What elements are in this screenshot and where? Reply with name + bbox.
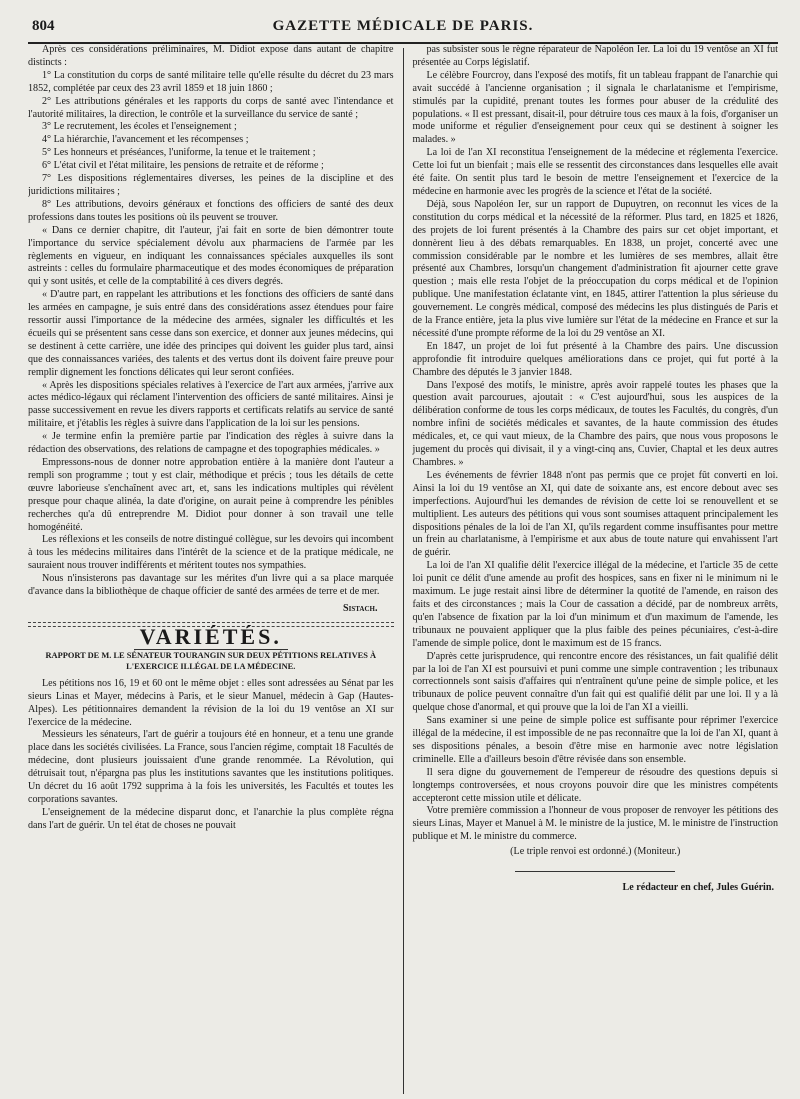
paragraph: 6° L'état civil et l'état militaire, les pensions de retraite et de réforme ; <box>42 160 324 172</box>
section-title <box>28 623 394 649</box>
journal-title: GAZETTE MÉDICALE DE PARIS. <box>272 18 534 34</box>
paragraph: Déjà, sous Napoléon Ier, sur un rapport de Dupuytren, on reconnut les vices de la constitution du corps médical et la nécessité de la réformer. Plus tard, en 1825 et 1826, des projets de loi furent présentés à la Chambre des pairs sur cet objet important, et donnèrent lieu à des débats remarquables. En 1838, un projet, concerté avec une commission considérable par le nombre et les lumières de ses membres, allait être présenté aux Chambres, lorsqu'un changement d'administration fit ajourner cette grave question ; mais elle resta l'objet de la préoccupation du corps médical et de l'opinion publique. Une manifestation éclatante vint, en 1845, attirer l'attention la plus sérieuse du gouvernement. Le congrès médical, composé des médecins les plus distingués de Paris et de la France entière, jeta la plus vive lumière sur l'état de la médecine en France et sur la nécessité d'une prompte réforme de la loi du 29 ventôse an XI. <box>412 198 778 339</box>
right-paragraphs <box>413 44 779 844</box>
paragraph: 2° Les attributions générales et les rapports du corps de santé avec l'intendance et l'autorité militaires, la direction, le contrôle et la surveillance du service de santé ; <box>28 95 394 120</box>
right-column <box>404 44 779 1094</box>
paragraph: Sans examiner si une peine de simple police est suffisante pour réprimer l'exercice illégal de la médecine, il est impossible de ne pas reconnaître que la loi de l'an XI, quant à ses dispositions pénales, a besoin d'être mise en harmonie avec notre législation criminelle. Elle a d'ailleurs besoin d'être révisée dans son ensemble. <box>412 715 778 765</box>
paragraph: 8° Les attributions, devoirs généraux et fonctions des officiers de santé des deux professions dans toutes les positions où ils peuvent se trouver. <box>28 198 394 223</box>
paragraph: 3° Le recrutement, les écoles et l'enseignement ; <box>42 121 237 133</box>
paragraph: Les événements de février 1848 n'ont pas permis que ce projet fût converti en loi. Ainsi la loi du 19 ventôse an XI, qui date de soixante ans, est encore debout avec ses imperfections. Aujourd'hui les demandes de révision de cette loi se renouvellent et se multiplient. Les auteurs des pétitions qui vous sont soumises attaquent principalement les dispositions pénales de la loi de l'an XI, qu'ils regardent comme insuffisantes pour mettre un frein au charlatanisme, à l'empirisme et aux abus de toute nature qui envahissent l'art de guérir. <box>412 469 778 559</box>
paragraph: Après ces considérations préliminaires, M. Didiot expose dans autant de chapitre distincts : <box>28 44 394 68</box>
paragraph: « Dans ce dernier chapitre, dit l'auteur, j'ai fait en sorte de bien démontrer toute l'importance du service spécialement dévolu aux pharmaciens de l'armée par les règlements en vigueur, en indiquant les connaissances spéciales auxquelles ils sont astreints : celles du formulaire pharmaceutique et des modes économiques de préparation qui y sont usités, et celle de la comptabilité à ces divers degrés. <box>28 224 394 288</box>
paragraph: 4° La hiérarchie, l'avancement et les récompenses ; <box>42 134 249 146</box>
paragraph: Messieurs les sénateurs, l'art de guérir a toujours été en honneur, et a tenu une grande place dans les sociétés civilisées. La France, sous l'ancien régime, comptait 18 Facultés de médecine, dont plusieurs jouissaient d'une grande renommée. La Révolution, qui détruisait tout, n'épargna pas plus les institutions savantes que les institutions politiques. Un décret du 16 août 1792 supprima à la fois les universités, les Facultés et toutes les corporations savantes. <box>28 729 394 805</box>
closing-rule <box>515 871 675 872</box>
page-number: 804 <box>32 18 55 34</box>
paragraph: pas subsister sous le règne réparateur de Napoléon Ier. La loi du 19 ventôse an XI fut présentée au Corps législatif. <box>412 44 778 68</box>
left-column <box>28 44 403 1094</box>
signature: Sistach. <box>343 602 378 614</box>
paragraph: Les réflexions et les conseils de notre distingué collègue, sur les devoirs qui incombent à tous les médecins militaires dans l'intérêt de la science et de la pratique médicale, ne sauraient nous trouver indifférents et méritent toutes nos sympathies. <box>28 534 394 572</box>
paragraph: « Je termine enfin la première partie par l'indication des règles à suivre dans la rédaction des observations, des relations de campagne et des topographies médicales. » <box>28 431 394 456</box>
paragraph: Empressons-nous de donner notre approbation entière à la manière dont l'auteur a rempli son programme ; tout y est clair, méthodique et précis ; tous les détails de cette œuvre laborieuse s'enchaînent avec art, et, sans les indications multiples qui révèlent presque pour chaque alinéa, la date d'origine, on aurait peine à comprendre les pénibles recherches qu'a dû entreprendre M. Didiot pour donner à son travail une telle homogénéité. <box>28 457 394 533</box>
paragraph: « D'autre part, en rappelant les attributions et les fonctions des officiers de santé dans les armées en campagne, je suis entré dans des considérations assez étendues pour faire ressortir aussi l'importance de la médecine des armées, signaler les difficultés et les écueils qui se présentent sans cesse dans son exercice, et donner aux jeunes médecins, qui se destinent à cette carrière, une idée des principes qui doivent les guider plus tard, ainsi que des connaissances variées, des talents et des vertus dont ils doivent faire preuve pour remplir dignement les fonctions délicates qui leur seront confiées. <box>28 289 394 378</box>
paragraph: La loi de l'an XI reconstitua l'enseignement de la médecine et réglementa l'exercice. Cette loi fut un bienfait ; mais elle se ressentit des circonstances dans lesquelles elle avait été faite. On sentit plus tard le besoin de mettre l'enseignement et l'exercice de la médecine en harmonie avec les progrès de la science et l'état de la société. <box>412 147 778 197</box>
paragraph: Votre première commission a l'honneur de vous proposer de renvoyer les pétitions des sieurs Linas, Mayer et Manuel à M. le ministre de la justice, M. le ministre de l'instruction publique et M. le ministre du commerce. <box>412 805 778 843</box>
paragraph: Le célèbre Fourcroy, dans l'exposé des motifs, fit un tableau frappant de l'anarchie qui avait succédé à l'ancienne organisation ; il signala le charlatanisme et l'empirisme, stimulés par la cupidité, prenant toutes les formes pour abuser de la crédulité des populations. « Il est pressant, disait-il, pour détruire tous ces maux à la fois, d'organiser un mode uniforme et régulier d'enseignement pour ceux qui se destinent à soigner les malades. » <box>412 69 778 146</box>
paragraph: 7° Les dispositions réglementaires diverses, les peines de la discipline et des juridictions militaires ; <box>28 173 394 197</box>
paragraph: D'après cette jurisprudence, qui rencontre encore des résistances, un fait qualifié délit par la loi de l'an XI est poursuivi et puni comme une simple contravention ; les tribunaux correctionnels sont saisis d'affaires qui n'entraînent qu'une peine de simple police, et les tribunaux de police peuvent connaître d'un fait qui est qualifié délit par une loi. Il y a là quelque chose d'anormal, et qui prouve que la loi de l'an XI a vieilli. <box>412 650 778 714</box>
page-header <box>28 14 778 40</box>
paragraph: L'enseignement de la médecine disparut donc, et l'anarchie la plus complète régna dans l'art de guérir. Un tel état de choses ne pouvait <box>28 806 394 831</box>
paragraph: Il sera digne du gouvernement de l'empereur de résoudre des questions depuis si longtemps controversées, et nous croyons pouvoir dire que les ministres compétents accepteront cette mission utile et délicate. <box>412 766 778 804</box>
renvoi-note: (Le triple renvoi est ordonné.) (Moniteur.) <box>510 846 681 858</box>
paragraph: 1° La constitution du corps de santé militaire telle qu'elle résulte du décret du 23 mars 1852, complétée par ceux des 23 avril 1859 et 18 juin 1860 ; <box>28 69 394 94</box>
article-paragraphs <box>28 678 394 833</box>
paragraph: Nous n'insisterons pas davantage sur les mérites d'un livre qui a sa place marquée d'avance dans la bibliothèque de chaque officier de santé des armées de terre et de mer. <box>28 573 394 598</box>
paragraph: « Après les dispositions spéciales relatives à l'exercice de l'art aux armées, j'arrive aux actes médico-légaux qui réclament l'intervention des officiers de santé militaires. Ainsi je passe successivement en revue les divers rapports et certificats relatifs au service de santé militaire, et j'établis les règles à suivre dans l'application de la loi sur les pensions. <box>28 379 394 430</box>
editor-signature: Le rédacteur en chef, Jules Guérin. <box>622 882 774 894</box>
paragraph: La loi de l'an XI qualifie délit l'exercice illégal de la médecine, et l'article 35 de cette loi punit ce délit d'une amende au profit des hospices, sans en fixer ni le minimum ni le maximum. Le juge restait ainsi libre de déterminer la quotité de l'amende, en raison des faits et des circonstances ; mais la Cour de cassation a décidé, par de nombreux arrêts, qu'en l'absence de fixation par la loi d'un minimum et d'un maximum de l'amende, les tribunaux ne pouvaient appliquer que la plus faible des peines pécuniaires, c'est-à-dire l'amende de simple police, dont le maximum est de 15 francs. <box>412 560 778 649</box>
paragraph: Les pétitions nos 16, 19 et 60 ont le même objet : elles sont adressées au Sénat par les sieurs Linas et Mayer, médecins à Paris, et le sieur Manuel, médecin à Gap (Hautes-Alpes). Les pétitionnaires demandent la révision de la loi du 19 ventôse an XI sur l'exercice de la médecine. <box>28 677 394 728</box>
section-title-text: VARIÉTÉS. <box>134 624 288 650</box>
paragraph: En 1847, un projet de loi fut présenté à la Chambre des pairs. Une discussion approfondie fit introduire quelques améliorations dans ce projet, qui fut porté à la Chambre des députés le 3 janvier 1848. <box>412 340 778 378</box>
paragraph: 5° Les honneurs et préséances, l'uniforme, la tenue et le traitement ; <box>42 147 316 159</box>
columns <box>28 44 778 1094</box>
paragraph: Dans l'exposé des motifs, le ministre, après avoir rappelé toutes les phases que la question avait parcourues, ajoutait : « C'est aujourd'hui, sous les auspices de la délibération conforme de tous les corps médicaux, de toutes les Facultés, du congrès, d'un nombre infini de sociétés médicales et savantes, de la haute commission des études médicales, et, ce qui vaut mieux, de la Chambre des pairs, que nous vous proposons le jugement du procès qui divisait, il y a vingt-cinq ans, Cuvier, Chaptal et les deux autres Chambres. » <box>412 379 778 468</box>
article-subtitle: RAPPORT DE M. LE SÉNATEUR TOURANGIN SUR DEUX PÉTITIONS RELATIVES À L'EXERCICE ILLÉGAL DE LA MÉDECINE. <box>45 650 376 671</box>
left-paragraphs <box>28 44 394 599</box>
